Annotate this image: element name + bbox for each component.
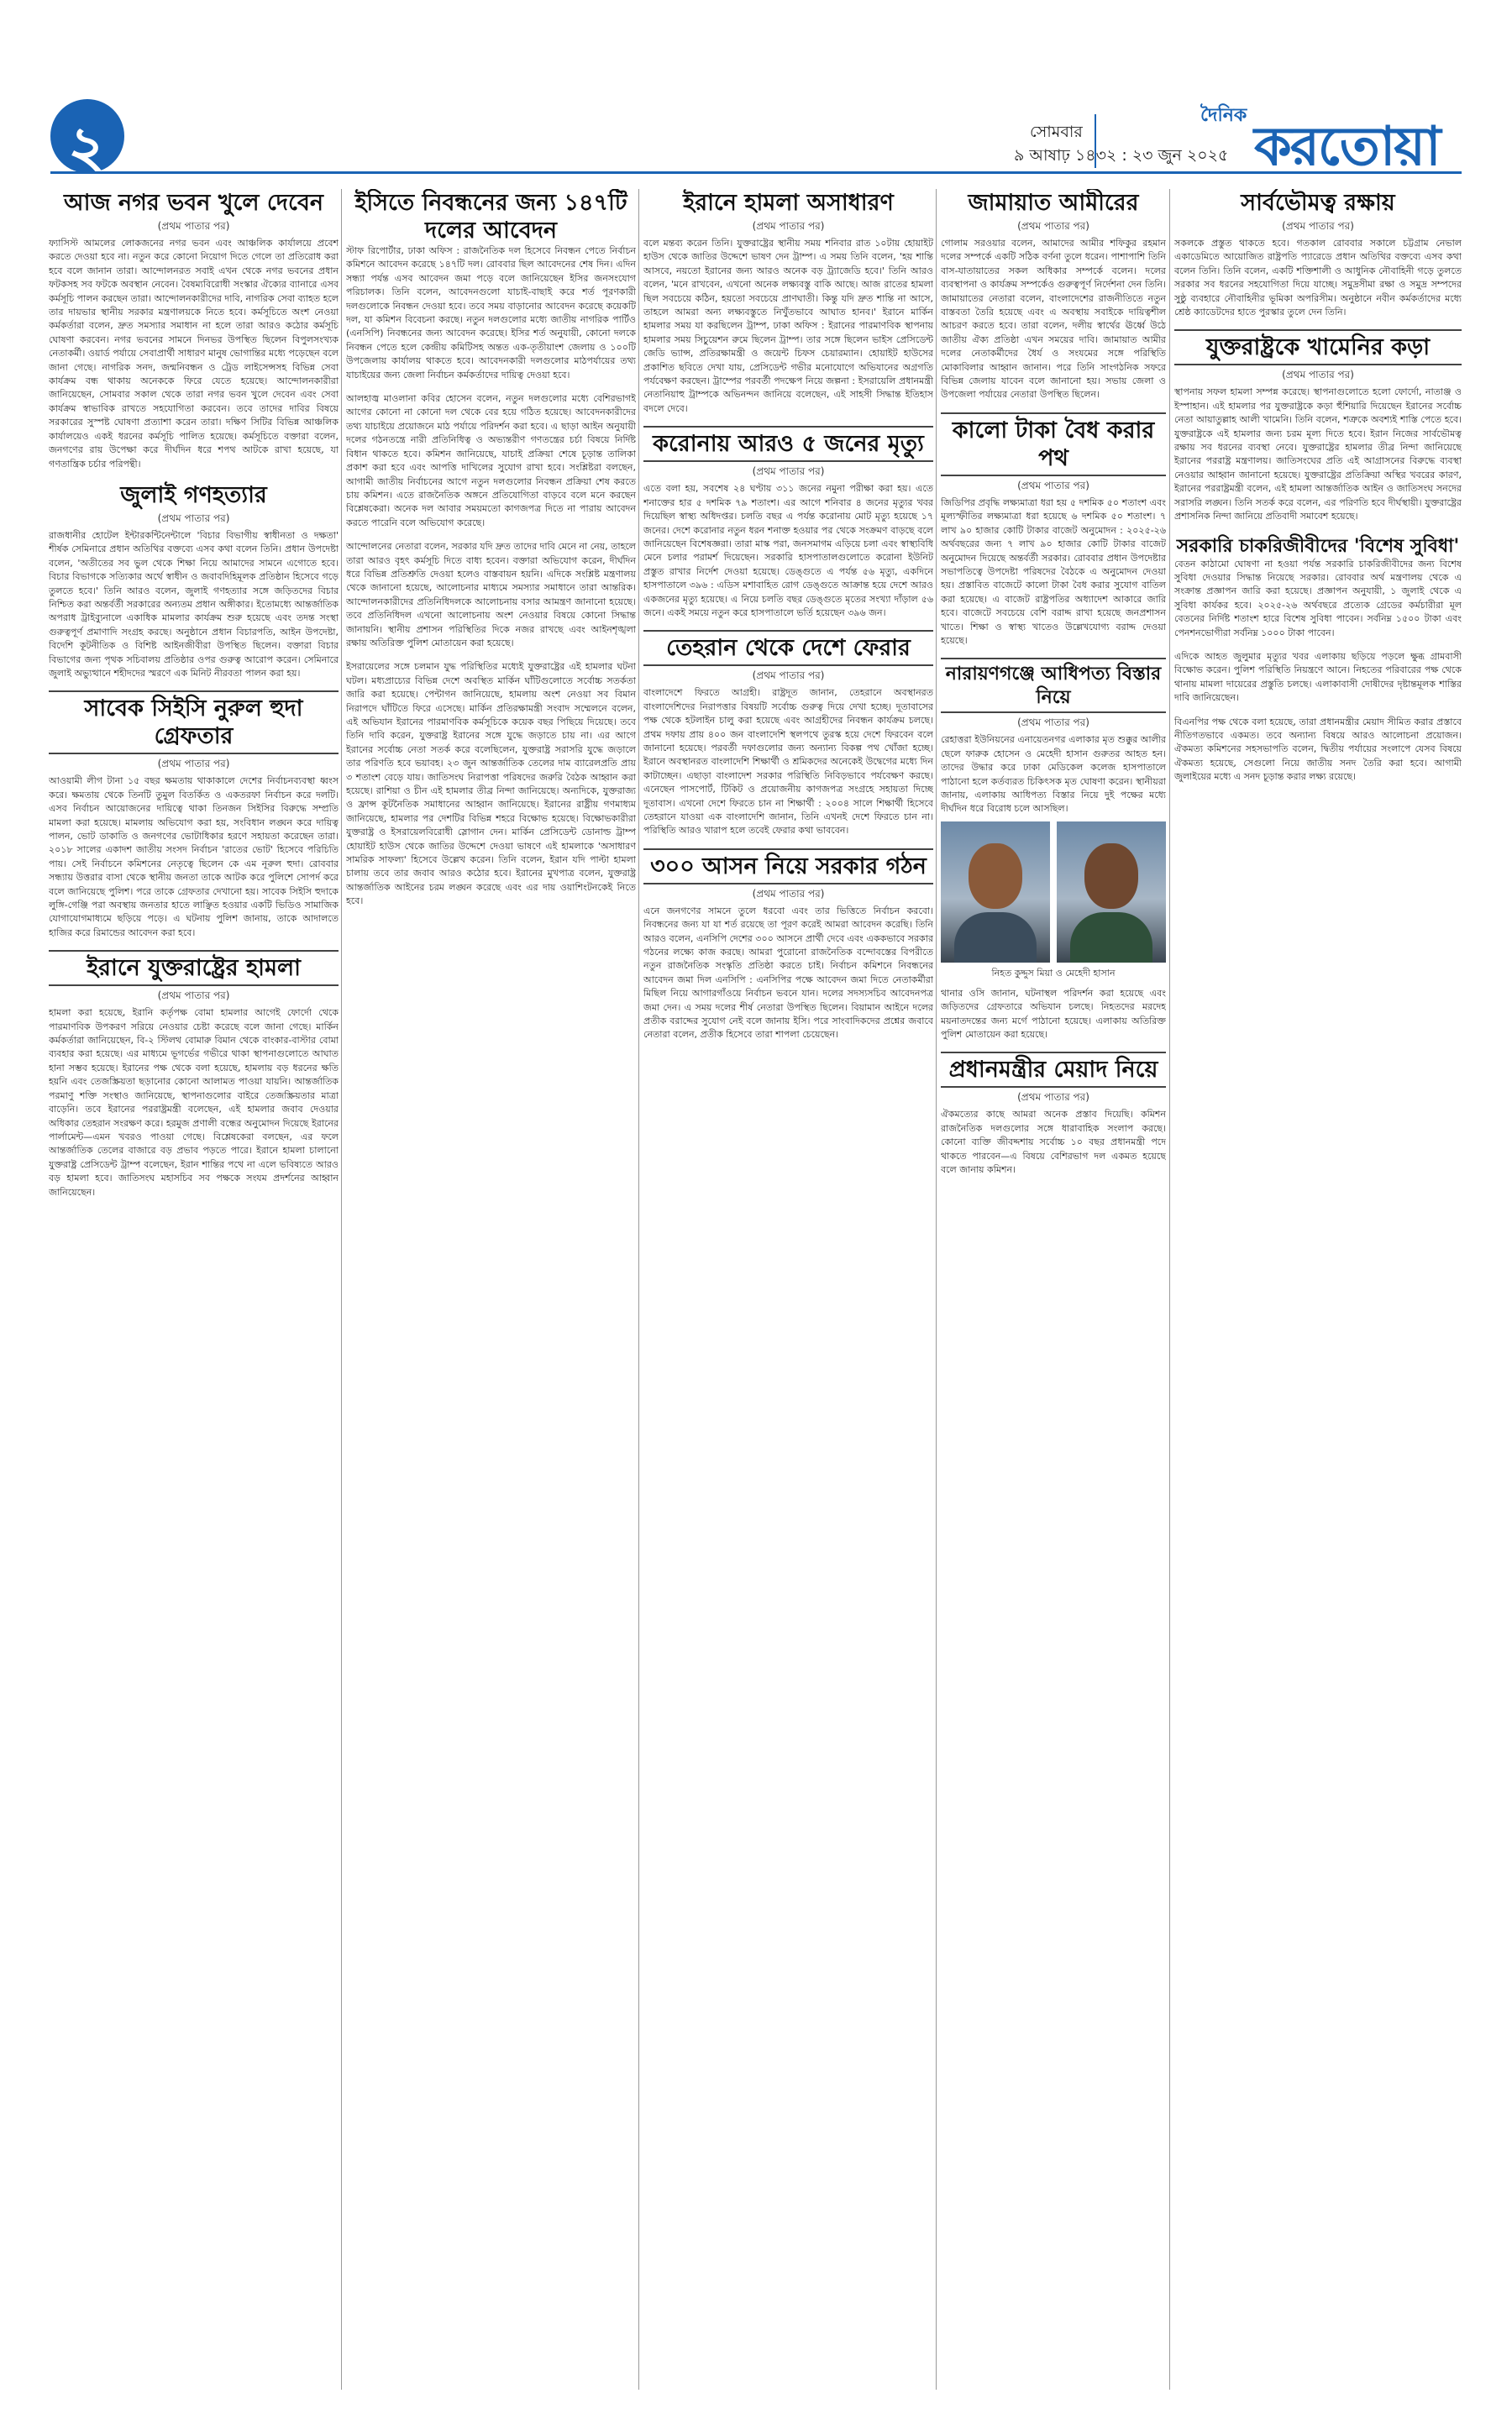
article (1174, 189, 1462, 319)
date-line: ৯ আষাঢ় ১৪৩২ : ২৩ জুন ২০২৫ (1014, 146, 1229, 165)
article (643, 848, 933, 1042)
article-body: জিডিপির প্রবৃদ্ধি লক্ষ্যমাত্রা ধরা হয় ৫ দশমিক ৫০ শতাংশ এবং মূল্যস্ফীতির লক্ষ্যমাত্রা ধরা হয়েছে ৬ দশমিক ৫০ শতাংশ। ৭ লাখ ৯০ হাজার কোটি টাকার বাজেট অনুমোদন : ২০২৫-২৬ অর্থবছরের জন্য ৭ লাখ ৯০ হাজার কোটি টাকার বাজেট অনুমোদন দিয়েছে অন্তর্বর্তী সরকার। রোববার প্রধান উপদেষ্টার সভাপতিত্বে উপদেষ্টা পরিষদের বৈঠকে এ অনুমোদন দেওয়া হয়। প্রস্তাবিত বাজেটে কালো টাকা বৈধ করার সুযোগ বাতিল করা হয়েছে। এ বাজেট রাষ্ট্রপতির অধ্যাদেশ আকারে জারি হবে। বাজেটে সবচেয়ে বেশি বরাদ্দ রাখা হয়েছে জনপ্রশাসন খাতে। শিক্ষা ও স্বাস্থ্য খাতেও উল্লেখযোগ্য বরাদ্দ দেওয়া হয়েছে। (941, 496, 1166, 646)
logo-small-text: দৈনিক (1200, 105, 1247, 126)
logo-title: করতোয়া (1254, 115, 1440, 178)
article (643, 426, 933, 620)
article-headline[interactable]: তেহরান থেকে দেশে ফেরার (643, 630, 933, 666)
column-rule (936, 189, 937, 2390)
article-body: স্টাফ রিপোর্টার, ঢাকা অফিস : রাজনৈতিক দল হিসেবে নিবন্ধন পেতে নির্বাচন কমিশনে আবেদন করেছে ১৪৭টি দল। রোববার ছিল আবেদনের শেষ দিন। এদিন সন্ধ্যা পর্যন্ত এসব আবেদন জমা পড়ে বলে জানিয়েছেন ইসির জনসংযোগ পরিচালক। তিনি বলেন, আবেদনগুলো যাচাই-বাছাই করে শর্ত পূরণকারী দলগুলোকে নিবন্ধন দেওয়া হবে। তবে সময় বাড়ানোর আবেদন করেছে কয়েকটি দল, যা কমিশন বিবেচনা করছে। নতুন দলগুলোর মধ্যে জাতীয় নাগরিক পার্টিও (এনসিপি) নিবন্ধনের জন্য আবেদন করেছে। ইসির শর্ত অনুযায়ী, কোনো দলকে নিবন্ধন পেতে হলে কেন্দ্রীয় কমিটিসহ অন্তত এক-তৃতীয়াংশ জেলায় ও ১০০টি উপজেলায় কার্যালয় থাকতে হবে। আবেদনকারী দলগুলোর মাঠপর্যায়ের তথ্য যাচাইয়ের জন্য জেলা নির্বাচন কর্মকর্তাদের দায়িত্ব দেওয়া হবে। (346, 245, 636, 381)
column-3 (643, 189, 933, 2390)
continued-label: (প্রথম পাতার পর) (157, 220, 230, 232)
victim-photo (941, 821, 1050, 963)
shirt-shape (954, 912, 1037, 963)
continued-label: (প্রথম পাতার পর) (157, 512, 230, 524)
continued-label: (প্রথম পাতার পর) (1017, 716, 1089, 729)
page-number: ২ (67, 112, 108, 183)
article (346, 392, 636, 530)
shirt-shape (1070, 912, 1153, 963)
continued-label: (প্রথম পাতার পর) (1282, 220, 1354, 232)
continued-label: (প্রথম পাতার পর) (1017, 479, 1089, 491)
day-name: সোমবার (1030, 123, 1083, 141)
page-number-badge (50, 99, 124, 183)
article (346, 189, 636, 382)
article-headline[interactable]: কালো টাকা বৈধ করার পথ (941, 412, 1166, 476)
article-headline[interactable]: ইরানে হামলা অসাধারণ (683, 190, 894, 216)
continued-label: (প্রথম পাতার পর) (1017, 220, 1089, 232)
article-headline[interactable]: যুক্তরাষ্ট্রকে খামেনির কড়া (1174, 329, 1462, 365)
article-body: থানার ওসি জানান, ঘটনাস্থল পরিদর্শন করা হয়েছে এবং জড়িতদের গ্রেফতারে অভিযান চলছে। নিহতদের মরদেহ ময়নাতদন্তের জন্য মর্গে পাঠানো হয়েছে। এলাকায় অতিরিক্ত পুলিশ মোতায়েন করা হয়েছে। (941, 987, 1166, 1040)
photo-caption: নিহত কুদ্দুস মিয়া ও মেহেদী হাসান (991, 967, 1116, 979)
continued-label: (প্রথম পাতার পর) (752, 887, 825, 900)
column-1 (49, 189, 339, 2390)
newspaper-logo (1195, 101, 1460, 178)
article (1174, 650, 1462, 706)
article (1174, 329, 1462, 523)
article-body: এনে জনগণের সামনে তুলে ধরবো এবং তার ভিত্তিতে নির্বাচন করবো। নিবন্ধনের জন্য যা যা শর্ত রয়েছে তা পূরণ করেই আমরা আবেদন করেছি। তিনি আরও বলেন, এনসিপি দেশের ৩০০ আসনে প্রার্থী দেবে এবং এককভাবে সরকার গঠনের লক্ষ্যে কাজ করছে। আমরা পুরোনো রাজনৈতিক বন্দোবস্তের বিপরীতে নতুন রাজনৈতিক সংস্কৃতি প্রতিষ্ঠা করতে চাই। নির্বাচন কমিশনে নিবন্ধনের আবেদন জমা দিল এনসিপি : এনসিপির পক্ষে আবেদন জমা দিতে নেতাকর্মীরা মিছিল নিয়ে আগারগাঁওয়ে নির্বাচন ভবনে যান। দলের সদস্যসচিব আবেদনপত্র জমা দেন। এ সময় দলের শীর্ষ নেতারা উপস্থিত ছিলেন। বিয়ামান আইনে দলের প্রতীক বরাদ্দের সুযোগ নেই বলে জানায় ইসি। পরে সাংবাদিকদের প্রশ্নের জবাবে নেতারা বলেন, প্রতীক হিসেবে তারা শাপলা চেয়েছেন। (643, 905, 933, 1041)
article (49, 189, 339, 471)
continued-label: (প্রথম পাতার পর) (752, 465, 825, 478)
column-5 (1174, 189, 1462, 2390)
article-headline[interactable]: ইসিতে নিবন্ধনের জন্য ১৪৭টি দলের আবেদন (354, 190, 627, 244)
article-headline[interactable]: প্রধানমন্ত্রীর মেয়াদ নিয়ে (941, 1052, 1166, 1088)
article (941, 1052, 1166, 1177)
article (1174, 716, 1462, 785)
continued-label: (প্রথম পাতার পর) (157, 758, 230, 770)
continued-label: (প্রথম পাতার পর) (1017, 1091, 1089, 1104)
article-headline[interactable]: সার্বভৌমত্ব রক্ষায় (1241, 190, 1395, 216)
article (346, 660, 636, 908)
article-body: ইসরায়েলের সঙ্গে চলমান যুদ্ধ পরিস্থিতির মধ্যেই যুক্তরাষ্ট্রের এই হামলার ঘটনা ঘটল। মধ্যপ্রাচ্যের বিভিন্ন দেশে অবস্থিত মার্কিন ঘাঁটিগুলোতে সর্বোচ্চ সতর্কতা জারি করা হয়েছে। পেন্টাগন জানিয়েছে, হামলায় অংশ নেওয়া সব বিমান নিরাপদে ঘাঁটিতে ফিরে এসেছে। মার্কিন প্রতিরক্ষামন্ত্রী সংবাদ সম্মেলনে বলেন, এই অভিযান ইরানের পারমাণবিক কর্মসূচিকে কয়েক বছর পিছিয়ে দিয়েছে। তবে তিনি দাবি করেন, যুক্তরাষ্ট্র ইরানের সঙ্গে যুদ্ধে জড়াতে চায় না। এর আগে ইরানের সর্বোচ্চ নেতা সতর্ক করে বলেছিলেন, যুক্তরাষ্ট্র সরাসরি যুদ্ধে জড়ালে তার পরিণতি হবে ভয়াবহ। ২৩ জুন আন্তর্জাতিক তেলের দাম ব্যারেলপ্রতি প্রায় ৩ শতাংশ বেড়ে যায়। জাতিসংঘ নিরাপত্তা পরিষদের জরুরি বৈঠক আহ্বান করা হয়েছে। রাশিয়া ও চীন এই হামলার তীব্র নিন্দা জানিয়েছে। অন্যদিকে, যুক্তরাজ্য ও ফ্রান্স কূটনৈতিক সমাধানের আহ্বান জানিয়েছে। ইরানের রাষ্ট্রীয় গণমাধ্যম জানিয়েছে, হামলার পর দেশটির বিভিন্ন শহরে বিক্ষোভ হয়েছে। বিক্ষোভকারীরা যুক্তরাষ্ট্র ও ইসরায়েলবিরোধী স্লোগান দেন। মার্কিন প্রেসিডেন্ট ডোনাল্ড ট্রাম্প হোয়াইট হাউস থেকে জাতির উদ্দেশে দেওয়া ভাষণে এই হামলাকে 'অসাধারণ সামরিক সাফল্য' হিসেবে উল্লেখ করেন। তিনি বলেন, ইরান যদি পাল্টা হামলা চালায় তবে তার জবাব আরও কঠোর হবে। ইরানের মুখপাত্র বলেন, যুক্তরাষ্ট্র আন্তর্জাতিক আইনের চরম লঙ্ঘন করেছে এবং এর দায় ওয়াশিংটনকেই নিতে হবে। (346, 661, 636, 907)
article (643, 630, 933, 837)
article (49, 481, 339, 680)
article (643, 189, 933, 416)
continued-label: (প্রথম পাতার পর) (752, 669, 825, 682)
column-rule (638, 189, 639, 2390)
article (941, 658, 1166, 1042)
continued-label: (প্রথম পাতার পর) (1282, 369, 1354, 381)
article (941, 412, 1166, 648)
face-shape (969, 843, 1022, 909)
article-body: এদিকে আহত জুলুমার মৃত্যুর খবর এলাকায় ছড়িয়ে পড়লে ক্ষুব্ধ গ্রামবাসী বিক্ষোভ করেন। পুলিশ পরিস্থিতি নিয়ন্ত্রণে আনে। নিহতের পরিবারের পক্ষ থেকে থানায় মামলা দায়েরের প্রস্তুতি চলছে। এলাকাবাসী দোষীদের দৃষ্টান্তমূলক শাস্তির দাবি জানিয়েছেন। (1174, 650, 1462, 704)
article-headline[interactable]: ইরানে যুক্তরাষ্ট্রের হামলা (49, 950, 339, 986)
article-body: স্থাপনায় সফল হামলা সম্পন্ন করেছে। স্থাপনাগুলোতে হলো ফোর্দো, নাতাঞ্জ ও ইস্পাহান। এই হামলার পর যুক্তরাষ্ট্রকে কড়া হুঁশিয়ারি দিয়েছেন ইরানের সর্বোচ্চ নেতা আয়াতুল্লাহ আলী খামেনি। তিনি বলেন, শত্রুকে অবশ্যই শাস্তি পেতে হবে। যুক্তরাষ্ট্রকে এই হামলার জন্য চরম মূল্য দিতে হবে। ইরান নিজের সার্বভৌমত্ব রক্ষায় সব ধরনের ব্যবস্থা নেবে। যুক্তরাষ্ট্রের হামলার তীব্র নিন্দা জানিয়েছে ইরানের পররাষ্ট্র মন্ত্রণালয়। জাতিসংঘের প্রতি এই আগ্রাসনের বিরুদ্ধে ব্যবস্থা নেওয়ার আহ্বান জানানো হয়েছে। যুক্তরাষ্ট্রের প্রতিক্রিয়া অস্থির খবরের কারণ, ইরানের পররাষ্ট্রমন্ত্রী বলেন, এই হামলা আন্তর্জাতিক আইন ও জাতিসংঘ সনদের সরাসরি লঙ্ঘন। তিনি সতর্ক করে বলেন, এর পরিণতি হবে দীর্ঘস্থায়ী। যুক্তরাষ্ট্রের প্রশাসনিক নিন্দা জানিয়ে প্রতিবাদী সমাবেশ হয়েছে। (1174, 386, 1462, 522)
article (49, 690, 339, 940)
article-body: রেহাত্তরা ইউনিয়নের এনায়েতনগর এলাকার মৃত শুক্কুর আলীর ছেলে ফারুক হোসেন ও মেহেদী হাসান গুরুতর আহত হন। তাদের উদ্ধার করে ঢাকা মেডিকেল কলেজ হাসপাতালে পাঠানো হলে কর্তব্যরত চিকিৎসক মৃত ঘোষণা করেন। স্থানীয়রা জানায়, এলাকায় আধিপত্য বিস্তার নিয়ে দুই পক্ষের মধ্যে দীর্ঘদিন ধরে বিরোধ চলে আসছিল। (941, 734, 1166, 815)
masthead-divider (1095, 114, 1096, 168)
article-body: আওয়ামী লীগ টানা ১৫ বছর ক্ষমতায় থাকাকালে দেশের নির্বাচনব্যবস্থা ধ্বংস করে। ক্ষমতায় থেকে তিনটি তুমুল বিতর্কিত ও একতরফা নির্বাচন করে দলটি। এসব নির্বাচন আয়োজনের দায়িত্বে থাকা তিনজন সিইসির বিরুদ্ধে সম্প্রতি মামলা করা হয়েছে। মামলায় অভিযোগ করা হয়, সংবিধান লঙ্ঘন করে দায়িত্ব পালন, ভোট ডাকাতি ও জনগণের ভোটাধিকার হরণে সহায়তা করেছেন তারা। ২০১৮ সালের একাদশ জাতীয় সংসদ নির্বাচন 'রাতের ভোট' হিসেবে পরিচিতি পায়। সেই নির্বাচনে কমিশনের নেতৃত্বে ছিলেন কে এম নূরুল হুদা। রোববার সন্ধ্যায় উত্তরার বাসা থেকে স্থানীয় জনতা তাকে আটক করে পুলিশে সোপর্দ করে বলে জানিয়েছে পুলিশ। পরে তাকে গ্রেফতার দেখানো হয়। সাবেক সিইসি হুদাকে লুঙ্গি-গেঞ্জি পরা অবস্থায় জনতার হাতে লাঞ্ছিত হওয়ার একটি ভিডিও সামাজিক যোগাযোগমাধ্যমে ছড়িয়ে পড়ে। এ ঘটনায় পুলিশ জানায়, তাকে আদালতে হাজির করে রিমান্ডের আবেদন করা হবে। (49, 775, 339, 938)
article (1174, 534, 1462, 640)
article-body: ঐকমত্যের কাছে আমরা অনেক প্রস্তাব দিয়েছি। কমিশন রাজনৈতিক দলগুলোর সঙ্গে ধারাবাহিক সংলাপ করছে। কোনো ব্যক্তি জীবদ্দশায় সর্বোচ্চ ১০ বছর প্রধানমন্ত্রী পদে থাকতে পারবেন—এ বিষয়ে বেশিরভাগ দল একমত হয়েছে বলে জানায় কমিশন। (941, 1109, 1166, 1176)
article-body: এতে বলা হয়, সবশেষ ২৪ ঘণ্টায় ৩১১ জনের নমুনা পরীক্ষা করা হয়। এতে শনাক্তের হার ৫ দশমিক ৭৯ শতাংশ। এর আগে শনিবার ৪ জনের মৃত্যুর খবর দিয়েছিল স্বাস্থ্য অধিদপ্তর। চলতি বছর এ পর্যন্ত করোনায় মোট মৃত্যু হয়েছে ১৭ জনের। দেশে করোনার নতুন ধরন শনাক্ত হওয়ার পর থেকে সংক্রমণ বাড়ছে বলে জানিয়েছেন বিশেষজ্ঞরা। তারা মাস্ক পরা, জনসমাগম এড়িয়ে চলা এবং স্বাস্থ্যবিধি মেনে চলার পরামর্শ দিয়েছেন। সরকারি হাসপাতালগুলোতে করোনা ইউনিট প্রস্তুত রাখার নির্দেশ দেওয়া হয়েছে। ডেঙ্গুতে এ পর্যন্ত ৫৬ মৃত্যু, একদিনে হাসপাতালে ৩৯৬ : এডিস মশাবাহিত রোগ ডেঙ্গুতে আক্রান্ত হয়ে দেশে আরও একজনের মৃত্যু হয়েছে। এ নিয়ে চলতি বছর ডেঙ্গুতে মৃতের সংখ্যা দাঁড়াল ৫৬ জনে। একই সময়ে নতুন করে হাসপাতালে ভর্তি হয়েছেন ৩৯৬ জন। (643, 483, 933, 618)
article-body: ফ্যাসিস্ট আমলের লোকজনের নগর ভবন এবং আঞ্চলিক কার্যালয়ে প্রবেশ করতে দেওয়া হবে না। নতুন করে কোনো নিয়োগ দিতে গেলে তা প্রতিরোধ করা হবে বলে জানান তারা। আন্দোলনরত সবাই এখন থেকে নগর ভবনের প্রধান ফটকসহ সব ফটকে অবস্থান নেবেন। বৈষম্যবিরোধী সংস্কার ঐক্যের ব্যানারে এসব কর্মসূচি পালন করছেন তারা। আন্দোলনকারীদের দাবি, নাগরিক সেবা ব্যাহত হলে তার দায়ভার স্থানীয় সরকার মন্ত্রণালয়কে নিতে হবে। কর্মসূচিতে অংশ নেওয়া কর্মকর্তারা বলেন, দ্রুত সমস্যার সমাধান না হলে তারা আরও কঠোর কর্মসূচি ঘোষণা করবেন। নগর ভবনের সামনে দিনভর উপস্থিত ছিলেন বিপুলসংখ্যক নেতাকর্মী। ওয়ার্ড পর্যায়ে সেবাপ্রার্থী সাধারণ মানুষ ভোগান্তির মধ্যে পড়েছেন বলে জানা গেছে। নাগরিক সনদ, জন্মনিবন্ধন ও ট্রেড লাইসেন্সসহ বিভিন্ন সেবা কার্যক্রম বন্ধ থাকায় অনেককে ফিরে যেতে হয়েছে। আন্দোলনকারীরা জানিয়েছেন, সোমবার সকাল থেকে তারা নগর ভবন খুলে দেবেন এবং সেবা কার্যক্রম স্বাভাবিক রাখতে সহযোগিতা করবেন। তবে তাদের দাবির বিষয়ে সরকারের সুস্পষ্ট ঘোষণা প্রত্যাশা করেন তারা। দক্ষিণ সিটির বিভিন্ন আঞ্চলিক কার্যালয়েও একই ধরনের কর্মসূচি পালিত হয়েছে। কর্মসূচিতে বক্তারা বলেন, জনগণের রায় উপেক্ষা করে দীর্ঘদিন ধরে শপথ আটকে রাখা হয়েছে, যা গণতান্ত্রিক চর্চার পরিপন্থী। (49, 238, 339, 470)
article-body: বাংলাদেশে ফিরতে আগ্রহী। রাষ্ট্রদূত জানান, তেহরানে অবস্থানরত বাংলাদেশিদের নিরাপত্তার বিষয়টি সর্বোচ্চ গুরুত্ব দিয়ে দেখা হচ্ছে। দূতাবাসের পক্ষ থেকে হটলাইন চালু করা হয়েছে এবং আগ্রহীদের নিবন্ধন কার্যক্রম চলছে। প্রথম দফায় প্রায় ৪০০ জন বাংলাদেশি স্থলপথে তুরস্ক হয়ে দেশে ফিরবেন বলে জানানো হয়েছে। পরবর্তী দফাগুলোর জন্য অন্যান্য বিকল্প পথ খোঁজা হচ্ছে। ইরানে অবস্থানরত বাংলাদেশি শিক্ষার্থী ও শ্রমিকদের অনেকেই উদ্বেগের মধ্যে দিন কাটাচ্ছেন। এছাড়া বাংলাদেশ সরকার পরিস্থিতি নিবিড়ভাবে পর্যবেক্ষণ করছে। এনেছেন পাসপোর্ট, টিকিট ও প্রয়োজনীয় কাগজপত্র সংগ্রহে সহায়তা দিচ্ছে দূতাবাস। এখনো দেশে ফিরতে চান না শিক্ষার্থী : ২০০৪ সালে শিক্ষার্থী হিসেবে তেহরানে যাওয়া এক বাংলাদেশি জানান, তিনি এখনই দেশে ফিরতে চান না। পরিস্থিতি আরও খারাপ হলে তবেই ফেরার কথা ভাববেন। (643, 687, 933, 837)
continued-label: (প্রথম পাতার পর) (752, 220, 825, 232)
article (941, 189, 1166, 402)
article (49, 950, 339, 1199)
victim-photo (1057, 821, 1166, 963)
article-headline[interactable]: আজ নগর ভবন খুলে দেবেন (63, 190, 323, 216)
article-headline[interactable]: জুলাই গণহত্যার (120, 481, 267, 508)
article-body: রাজধানীর হোটেল ইন্টারকন্টিনেন্টালে 'বিচার বিভাগীয় স্বাধীনতা ও দক্ষতা' শীর্ষক সেমিনারে প্রধান অতিথির বক্তব্যে এসব কথা বলেন তিনি। প্রধান উপদেষ্টা বলেন, 'অতীতের সব ভুল থেকে শিক্ষা নিয়ে আমাদের সামনে এগোতে হবে। বিচার বিভাগকে সত্যিকার অর্থে স্বাধীন ও জবাবদিহিমূলক প্রতিষ্ঠান হিসেবে গড়ে তুলতে হবে।' তিনি আরও বলেন, জুলাই গণহত্যার সঙ্গে জড়িতদের বিচার নিশ্চিত করা অন্তর্বর্তী সরকারের অন্যতম প্রধান অঙ্গীকার। ইতোমধ্যে আন্তর্জাতিক অপরাধ ট্রাইব্যুনালে একাধিক মামলার কার্যক্রম শুরু হয়েছে এবং তদন্ত সংস্থা গুরুত্বপূর্ণ প্রমাণাদি সংগ্রহ করছে। অনুষ্ঠানে প্রধান বিচারপতি, আইন উপদেষ্টা, বিদেশি কূটনীতিক ও বিশিষ্ট আইনজীবীরা উপস্থিত ছিলেন। বক্তারা বিচার বিভাগের জন্য পৃথক সচিবালয় প্রতিষ্ঠার ওপর গুরুত্ব আরোপ করেন। সেমিনারে জুলাই অভ্যুত্থানে শহীদদের স্মরণে এক মিনিট নীরবতা পালন করা হয়। (49, 529, 339, 679)
column-2 (346, 189, 636, 2390)
article-body: বিএনপির পক্ষ থেকে বলা হয়েছে, তারা প্রধানমন্ত্রীর মেয়াদ সীমিত করার প্রস্তাবে নীতিগতভাবে একমত। তবে অন্যান্য বিষয়ে আরও আলোচনা প্রয়োজন। ঐকমত্য কমিশনের সহসভাপতি বলেন, দ্বিতীয় পর্যায়ের সংলাপে যেসব বিষয়ে ঐকমত্য হয়েছে, সেগুলো নিয়ে জাতীয় সনদ তৈরি করা হবে। আগামী জুলাইয়ের মধ্যে এ সনদ চূড়ান্ত করার লক্ষ্য রয়েছে। (1174, 716, 1462, 783)
masthead-rule (50, 171, 1462, 174)
article-headline[interactable]: জামায়াত আমীরের (968, 190, 1139, 216)
article-headline[interactable]: সরকারি চাকরিজীবীদের 'বিশেষ সুবিধা' (1176, 534, 1460, 557)
article-headline[interactable]: সাবেক সিইসি নুরুল হুদা গ্রেফতার (49, 690, 339, 754)
article-body: আন্দোলনের নেতারা বলেন, সরকার যদি দ্রুত তাদের দাবি মেনে না নেয়, তাহলে তারা আরও বৃহৎ কর্মসূচি দিতে বাধ্য হবেন। বক্তারা অভিযোগ করেন, দীর্ঘদিন ধরে বিভিন্ন প্রতিশ্রুতি দেওয়া হলেও বাস্তবায়ন হয়নি। এদিকে সংশ্লিষ্ট মন্ত্রণালয় থেকে জানানো হয়েছে, আলোচনার মাধ্যমে সমস্যার সমাধানে তারা আন্তরিক। আন্দোলনকারীদের প্রতিনিধিদলকে আলোচনায় বসার আমন্ত্রণ জানানো হয়েছে। তবে প্রতিনিধিদল এখনো আলোচনায় অংশ নেওয়ার বিষয়ে কোনো সিদ্ধান্ত জানায়নি। স্থানীয় প্রশাসন পরিস্থিতির দিকে নজর রাখছে এবং আইনশৃঙ্খলা রক্ষায় অতিরিক্ত পুলিশ মোতায়েন করা হয়েছে। (346, 541, 636, 648)
column-4 (941, 189, 1166, 2390)
article-body: বলে মন্তব্য করেন তিনি। যুক্তরাষ্ট্রের স্থানীয় সময় শনিবার রাত ১০টায় হোয়াইট হাউস থেকে জাতির উদ্দেশে ভাষণ দেন ট্রাম্প। এ সময় তিনি বলেন, 'হয় শান্তি আসবে, নয়তো ইরানের জন্য আরও অনেক বড় ট্র্যাজেডি হবে।' তিনি আরও বলেন, 'মনে রাখবেন, এখনো অনেক লক্ষ্যবস্তু বাকি আছে। আজ রাতের হামলা ছিল সবচেয়ে কঠিন, হয়তো সবচেয়ে প্রাণঘাতী। কিন্তু যদি দ্রুত শান্তি না আসে, তাহলে আমরা অন্য লক্ষ্যবস্তুতে নিখুঁতভাবে আঘাত হানব।' ইরানে মার্কিন হামলার সময় যা করছিলেন ট্রাম্প, ঢাকা অফিস : ইরানের পারমাণবিক স্থাপনায় হামলার সময় সিচুয়েশন রুমে ছিলেন ট্রাম্প। তার সঙ্গে ছিলেন ভাইস প্রেসিডেন্ট জেডি ভ্যান্স, প্রতিরক্ষামন্ত্রী ও জয়েন্ট চিফস চেয়ারম্যান। হোয়াইট হাউসের প্রকাশিত ছবিতে দেখা যায়, প্রেসিডেন্ট গভীর মনোযোগে অভিযানের অগ্রগতি পর্যবেক্ষণ করছেন। ট্রাম্পের পরবর্তী পদক্ষেপ নিয়ে জল্পনা : ইসরায়েলি প্রধানমন্ত্রী নেতানিয়াহু ট্রাম্পকে অভিনন্দন জানিয়ে বলেছেন, এই সাহসী সিদ্ধান্ত ইতিহাস বদলে দেবে। (643, 238, 933, 414)
article-headline[interactable]: ৩০০ আসন নিয়ে সরকার গঠন (643, 848, 933, 884)
article-body: হামলা করা হয়েছে, ইরানি কর্তৃপক্ষ বোমা হামলার আগেই ফোর্দো থেকে পারমাণবিক উপকরণ সরিয়ে নেওয়ার চেষ্টা করেছে বলে জানা গেছে। মার্কিন কর্মকর্তারা জানিয়েছেন, বি-২ স্টিলথ বোমারু বিমান থেকে বাংকার-বাস্টার বোমা ব্যবহার করা হয়েছে। এর মাধ্যমে ভূগর্ভের গভীরে থাকা স্থাপনাগুলোতে আঘাত হানা সম্ভব হয়েছে। ইরানের পক্ষ থেকে বলা হয়েছে, হামলায় বড় ধরনের ক্ষতি হয়নি এবং তেজস্ক্রিয়তা ছড়ানোর কোনো আলামত পাওয়া যায়নি। আন্তর্জাতিক পরমাণু শক্তি সংস্থাও জানিয়েছে, স্থাপনাগুলোর বাইরে তেজস্ক্রিয়তার মাত্রা বাড়েনি। তবে ইরানের পররাষ্ট্রমন্ত্রী বলেছেন, এই হামলার জবাব দেওয়ার অধিকার তেহরান সংরক্ষণ করে। হরমুজ প্রণালী বন্ধের অনুমোদন দিয়েছে ইরানের পার্লামেন্ট—এমন খবরও পাওয়া গেছে। বিশ্লেষকেরা বলছেন, এর ফলে আন্তর্জাতিক তেলের বাজারে বড় প্রভাব পড়তে পারে। ইরানে হামলা চালানো যুক্তরাষ্ট্র প্রেসিডেন্ট ট্রাম্প বলেছেন, ইরান শান্তির পথে না এলে ভবিষ্যতে আরও বড় হামলা হবে। জাতিসংঘ মহাসচিব সব পক্ষকে সংযম প্রদর্শনের আহ্বান জানিয়েছেন। (49, 1007, 339, 1198)
article (346, 540, 636, 650)
article-body: বেতন কাঠামো ঘোষণা না হওয়া পর্যন্ত সরকারি চাকরিজীবীদের জন্য বিশেষ সুবিধা দেওয়ার সিদ্ধান্ত নিয়েছে সরকার। রোববার অর্থ মন্ত্রণালয় থেকে এ সংক্রান্ত প্রজ্ঞাপন জারি করা হয়েছে। প্রজ্ঞাপন অনুযায়ী, ১ জুলাই থেকে এ সুবিধা কার্যকর হবে। ২০২৫-২৬ অর্থবছরে প্রত্যেক গ্রেডের কর্মচারীরা মূল বেতনের নির্দিষ্ট শতাংশ হারে বিশেষ সুবিধা পাবেন। সর্বনিম্ন ১৫০০ টাকা এবং পেনশনভোগীরা সর্বনিম্ন ১০০০ টাকা পাবেন। (1174, 558, 1462, 638)
article-headline[interactable]: করোনায় আরও ৫ জনের মৃত্যু (643, 426, 933, 462)
column-rule (341, 189, 342, 2390)
continued-label: (প্রথম পাতার পর) (157, 989, 230, 1002)
column-rule (1169, 189, 1170, 2390)
article-body: আলহাজ্ব মাওলানা কবির হোসেন বলেন, নতুন দলগুলোর মধ্যে বেশিরভাগই আগের কোনো না কোনো দল থেকে বের হয়ে গঠিত হয়েছে। আবেদনকারীদের তথ্য যাচাইয়ে প্রয়োজনে মাঠ পর্যায়ে পরিদর্শন করা হবে। এ ছাড়া আইন অনুযায়ী দলের গঠনতন্ত্রে নারী প্রতিনিধিত্ব ও অভ্যন্তরীণ গণতন্ত্রের চর্চা বিষয়ে নির্দিষ্ট বিধান থাকতে হবে। কমিশন জানিয়েছে, যাচাই প্রক্রিয়া শেষে চূড়ান্ত তালিকা প্রকাশ করা হবে এবং আপত্তি দাখিলের সুযোগ রাখা হবে। সংশ্লিষ্টরা বলছেন, আগামী জাতীয় নির্বাচনের আগে নতুন দলগুলোর নিবন্ধন প্রক্রিয়া শেষ করতে চায় কমিশন। এতে রাজনৈতিক অঙ্গনে প্রতিযোগিতা বাড়বে বলে মনে করছেন বিশ্লেষকেরা। অনেক দল আবার সময়মতো কাগজপত্র দিতে না পারায় আবেদন করতে পারেনি বলে অভিযোগ করেছে। (346, 393, 636, 528)
photo-row (941, 821, 1166, 963)
article-body: সকলকে প্রস্তুত থাকতে হবে। গতকাল রোববার সকালে চট্টগ্রাম নেভাল একাডেমিতে আয়োজিত রাষ্ট্রপতি প্যারেডে প্রধান অতিথির বক্তব্যে এসব কথা বলেন তিনি। তিনি বলেন, একটি শক্তিশালী ও আধুনিক নৌবাহিনী গড়ে তুলতে সরকার সব ধরনের সহযোগিতা দিয়ে যাচ্ছে। সমুদ্রসীমা রক্ষা ও সমুদ্র সম্পদের সুষ্ঠু ব্যবহারে নৌবাহিনীর ভূমিকা অপরিসীম। অনুষ্ঠানে নবীন কর্মকর্তাদের মধ্যে শ্রেষ্ঠ ক্যাডেটদের হাতে পুরস্কার তুলে দেন তিনি। (1174, 238, 1462, 318)
article-headline[interactable]: নারায়ণগঞ্জে আধিপত্য বিস্তার নিয়ে (941, 658, 1166, 713)
article-body: গোলাম সরওয়ার বলেন, আমাদের আমীর শফিকুর রহমান দলের সম্পর্কে একটি সঠিক বর্ণনা তুলে ধরেন। পাশাপাশি তিনি বাস-যাতায়াতের সকল অধিকার সম্পর্কে বলেন। দলের ব্যবস্থাপনা ও কার্যক্রম সম্পর্কেও গুরুত্বপূর্ণ নির্দেশনা দেন তিনি। জামায়াতের নেতারা বলেন, বাংলাদেশের রাজনীতিতে নতুন বাস্তবতা তৈরি হয়েছে এবং এ অবস্থায় সবাইকে দায়িত্বশীল আচরণ করতে হবে। তারা বলেন, দলীয় স্বার্থের ঊর্ধ্বে উঠে জাতীয় ঐক্য প্রতিষ্ঠা এখন সময়ের দাবি। জামায়াত আমীর দলের নেতাকর্মীদের ধৈর্য ও সংযমের সঙ্গে পরিস্থিতি মোকাবিলার আহ্বান জানান। পরে তিনি সাংগঠনিক সফরে বিভিন্ন জেলায় যাবেন বলে জানানো হয়। সভায় জেলা ও উপজেলা পর্যায়ের নেতারা উপস্থিত ছিলেন। (941, 238, 1166, 401)
masthead (0, 0, 1512, 183)
face-shape (1084, 843, 1138, 909)
